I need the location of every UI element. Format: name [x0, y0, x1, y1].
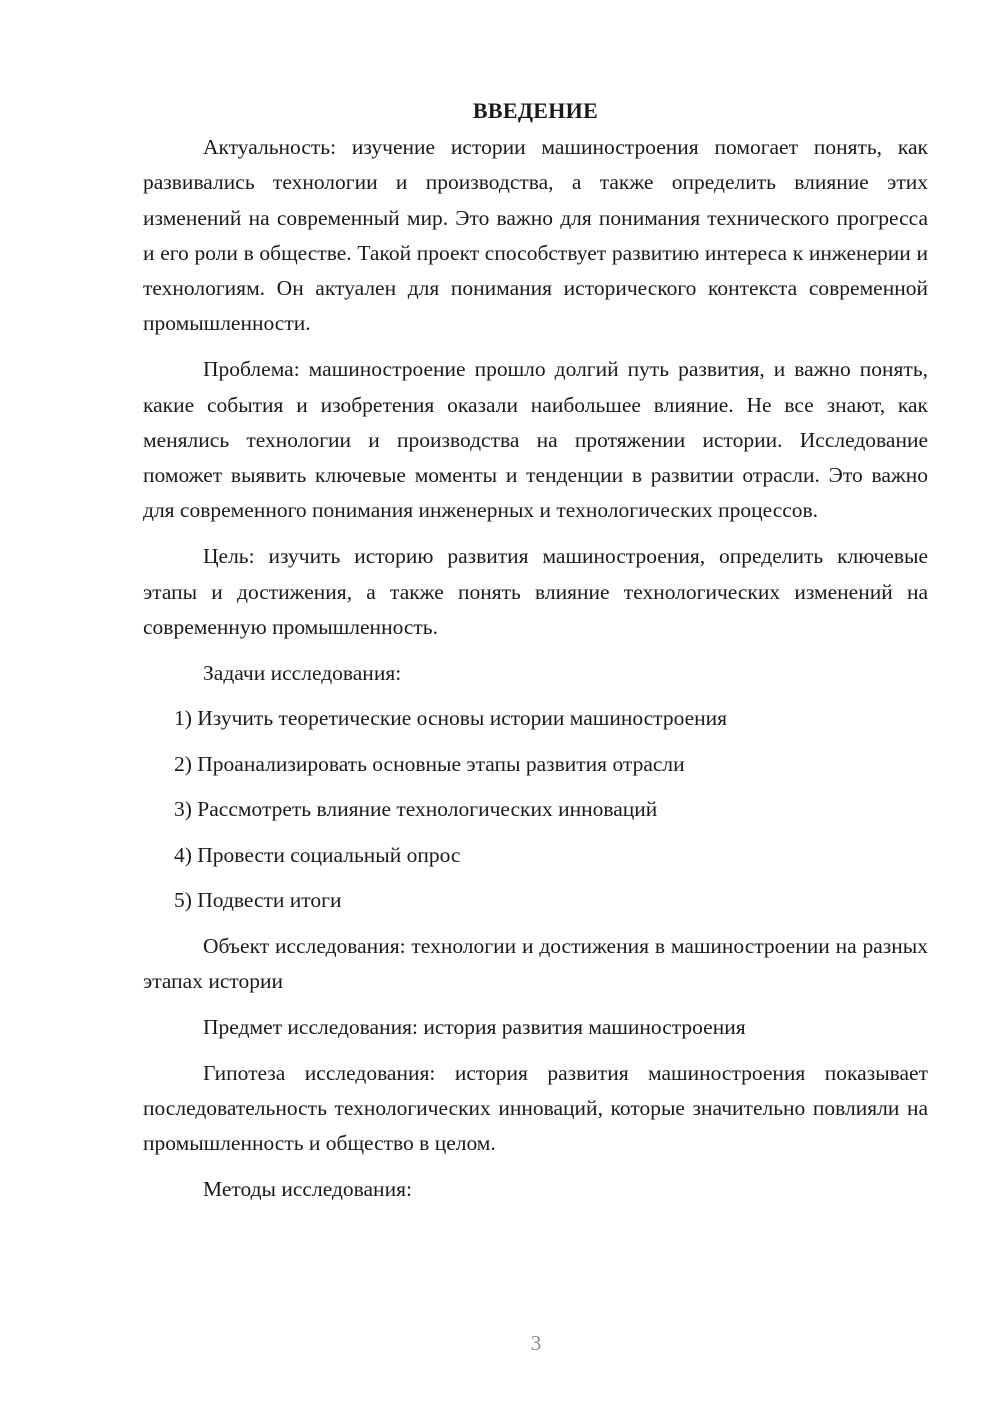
list-item: 5) Подвести итоги: [174, 888, 342, 913]
page-title: ВВЕДЕНИЕ: [472, 98, 599, 123]
list-item: 1) Изучить теоретические основы истории машиностроения: [174, 706, 728, 731]
page-number: 3: [530, 1331, 542, 1355]
list-item: 3) Рассмотреть влияние технологических инноваций: [174, 797, 658, 822]
object-paragraph: Объект исследования: технологии и достижения в машиностроении на разных этапах истории: [143, 933, 928, 994]
tasks-heading: Задачи исследования:: [203, 660, 402, 685]
problem-paragraph: Проблема: машиностроение прошло долгий путь развития, и важно понять, какие события и изобретения оказали наибольшее влияние. Не все знают, как менялись технологии и производства на протяжении истории. Исследование поможет выявить ключевые моменты и тенденции в развитии отрасли. Это важно для современного понимания инженерных и технологических процессов.: [143, 357, 928, 523]
subject-paragraph: Предмет исследования: история развития машиностроения: [203, 1014, 746, 1039]
relevance-paragraph: Актуальность: изучение истории машиностроения помогает понять, как развивались технологии и производства, а также определить влияние этих изменений на современный мир. Это важно для понимания технического прогресса и его роли в обществе. Такой проект способствует развитию интереса к инженерии и технологиям. Он актуален для понимания исторического контекста современной промышленности.: [143, 135, 928, 336]
list-item: 2) Проанализировать основные этапы развития отрасли: [174, 751, 685, 776]
tasks-list: [143, 701, 928, 918]
methods-heading: Методы исследования:: [203, 1177, 412, 1202]
hypothesis-paragraph: Гипотеза исследования: история развития машиностроения показывает последовательность технологических инноваций, которые значительно повлияли на промышленность и общество в целом.: [143, 1060, 928, 1156]
document-page: [143, 93, 928, 1218]
goal-paragraph: Цель: изучить историю развития машиностроения, определить ключевые этапы и достижения, а также понять влияние технологических изменений на современную промышленность.: [143, 544, 928, 639]
list-item: 4) Провести социальный опрос: [174, 842, 461, 867]
